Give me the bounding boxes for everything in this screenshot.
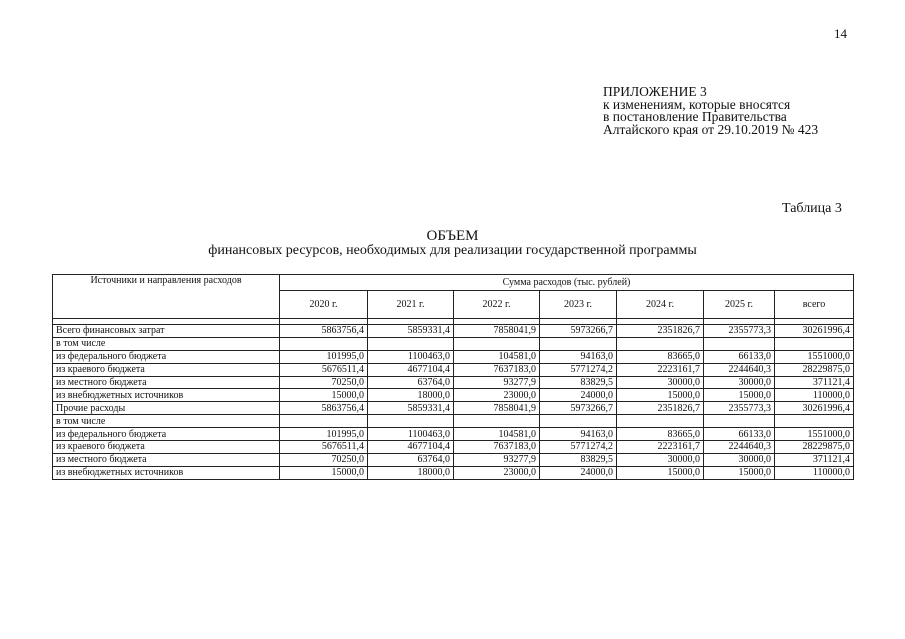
value-cell: 63764,0 [368, 376, 454, 389]
value-cell: 5676511,4 [280, 441, 368, 454]
value-cell: 83665,0 [617, 350, 704, 363]
appendix-line: к изменениям, которые вносятся [603, 96, 791, 112]
table-row [53, 466, 854, 479]
value-cell: 1100463,0 [368, 350, 454, 363]
value-cell: 83665,0 [617, 428, 704, 441]
table-row [53, 441, 854, 454]
value-cell: 2351826,7 [617, 325, 704, 338]
header-sum: Сумма расходов (тыс. рублей) [280, 275, 854, 291]
header-year: 2020 г. [280, 291, 368, 319]
header-year: 2025 г. [704, 291, 775, 319]
value-cell: 110000,0 [775, 389, 854, 402]
row-label: из краевого бюджета [53, 441, 280, 454]
value-cell [617, 415, 704, 428]
value-cell: 15000,0 [280, 466, 368, 479]
table-row [53, 337, 854, 350]
appendix-line: ПРИЛОЖЕНИЕ 3 [603, 84, 707, 99]
value-cell: 94163,0 [540, 350, 617, 363]
row-label: из федерального бюджета [53, 350, 280, 363]
row-label: Всего финансовых затрат [53, 325, 280, 338]
value-cell: 30000,0 [617, 453, 704, 466]
row-label: из местного бюджета [53, 453, 280, 466]
value-cell: 23000,0 [454, 466, 540, 479]
value-cell: 5863756,4 [280, 402, 368, 415]
value-cell: 93277,9 [454, 376, 540, 389]
value-cell: 15000,0 [617, 389, 704, 402]
value-cell: 2351826,7 [617, 402, 704, 415]
value-cell [704, 415, 775, 428]
value-cell [368, 337, 454, 350]
value-cell: 5859331,4 [368, 325, 454, 338]
value-cell: 2355773,3 [704, 402, 775, 415]
value-cell: 70250,0 [280, 376, 368, 389]
value-cell: 83829,5 [540, 453, 617, 466]
value-cell: 23000,0 [454, 389, 540, 402]
table-row [53, 350, 854, 363]
table-row [53, 453, 854, 466]
value-cell: 7858041,9 [454, 402, 540, 415]
value-cell: 1100463,0 [368, 428, 454, 441]
header-year: 2023 г. [540, 291, 617, 319]
value-cell: 18000,0 [368, 389, 454, 402]
appendix-line: Алтайского края от 29.10.2019 № 423 [603, 121, 819, 137]
value-cell [540, 415, 617, 428]
value-cell: 104581,0 [454, 350, 540, 363]
value-cell: 28229875,0 [775, 363, 854, 376]
value-cell [368, 415, 454, 428]
value-cell: 4677104,4 [368, 441, 454, 454]
row-label: в том числе [53, 415, 280, 428]
value-cell: 94163,0 [540, 428, 617, 441]
table-row [53, 325, 854, 338]
value-cell: 15000,0 [280, 389, 368, 402]
value-cell: 30000,0 [704, 453, 775, 466]
header-total: всего [775, 291, 854, 319]
document-subtitle: финансовых ресурсов, необходимых для реализации государственной программы [208, 243, 697, 258]
value-cell [540, 337, 617, 350]
value-cell [454, 337, 540, 350]
value-cell: 2355773,3 [704, 325, 775, 338]
value-cell: 66133,0 [704, 428, 775, 441]
value-cell: 15000,0 [617, 466, 704, 479]
value-cell: 101995,0 [280, 350, 368, 363]
value-cell [704, 337, 775, 350]
value-cell [617, 337, 704, 350]
value-cell: 2244640,3 [704, 441, 775, 454]
table-row [53, 389, 854, 402]
page-number: 14 [834, 26, 847, 41]
value-cell: 63764,0 [368, 453, 454, 466]
document-title: ОБЪЕМ [426, 228, 479, 244]
value-cell: 7637183,0 [454, 441, 540, 454]
value-cell: 1551000,0 [775, 428, 854, 441]
value-cell: 2223161,7 [617, 363, 704, 376]
value-cell: 30261996,4 [775, 402, 854, 415]
value-cell: 101995,0 [280, 428, 368, 441]
value-cell: 7858041,9 [454, 325, 540, 338]
value-cell: 2223161,7 [617, 441, 704, 454]
value-cell: 1551000,0 [775, 350, 854, 363]
value-cell: 4677104,4 [368, 363, 454, 376]
value-cell: 371121,4 [775, 453, 854, 466]
finance-table [52, 274, 854, 480]
value-cell: 66133,0 [704, 350, 775, 363]
row-label: в том числе [53, 337, 280, 350]
value-cell: 104581,0 [454, 428, 540, 441]
table-row [53, 402, 854, 415]
value-cell [775, 415, 854, 428]
value-cell [454, 415, 540, 428]
table-row [53, 363, 854, 376]
value-cell: 5863756,4 [280, 325, 368, 338]
value-cell: 15000,0 [704, 466, 775, 479]
table-row [53, 428, 854, 441]
value-cell: 30000,0 [704, 376, 775, 389]
value-cell: 30261996,4 [775, 325, 854, 338]
value-cell: 7637183,0 [454, 363, 540, 376]
value-cell: 5973266,7 [540, 402, 617, 415]
header-year: 2021 г. [368, 291, 454, 319]
header-year: 2024 г. [617, 291, 704, 319]
value-cell: 5676511,4 [280, 363, 368, 376]
value-cell: 110000,0 [775, 466, 854, 479]
value-cell: 15000,0 [704, 389, 775, 402]
value-cell: 30000,0 [617, 376, 704, 389]
row-label: из федерального бюджета [53, 428, 280, 441]
row-label: из внебюджетных источников [53, 466, 280, 479]
table-row [53, 415, 854, 428]
value-cell: 2244640,3 [704, 363, 775, 376]
value-cell: 5973266,7 [540, 325, 617, 338]
appendix-line: в постановление Правительства [603, 109, 787, 124]
value-cell: 18000,0 [368, 466, 454, 479]
value-cell: 5771274,2 [540, 441, 617, 454]
value-cell: 5771274,2 [540, 363, 617, 376]
value-cell: 28229875,0 [775, 441, 854, 454]
value-cell: 24000,0 [540, 389, 617, 402]
row-label: из внебюджетных источников [53, 389, 280, 402]
value-cell [280, 415, 368, 428]
value-cell: 70250,0 [280, 453, 368, 466]
value-cell [775, 337, 854, 350]
value-cell: 93277,9 [454, 453, 540, 466]
table-label: Таблица 3 [782, 201, 842, 216]
value-cell: 24000,0 [540, 466, 617, 479]
header-sources: Источники и направления расходов [53, 275, 280, 319]
row-label: из краевого бюджета [53, 363, 280, 376]
header-year: 2022 г. [454, 291, 540, 319]
row-label: Прочие расходы [53, 402, 280, 415]
value-cell: 5859331,4 [368, 402, 454, 415]
row-label: из местного бюджета [53, 376, 280, 389]
value-cell: 371121,4 [775, 376, 854, 389]
table-row [53, 376, 854, 389]
appendix-heading [603, 86, 818, 136]
value-cell: 83829,5 [540, 376, 617, 389]
value-cell [280, 337, 368, 350]
